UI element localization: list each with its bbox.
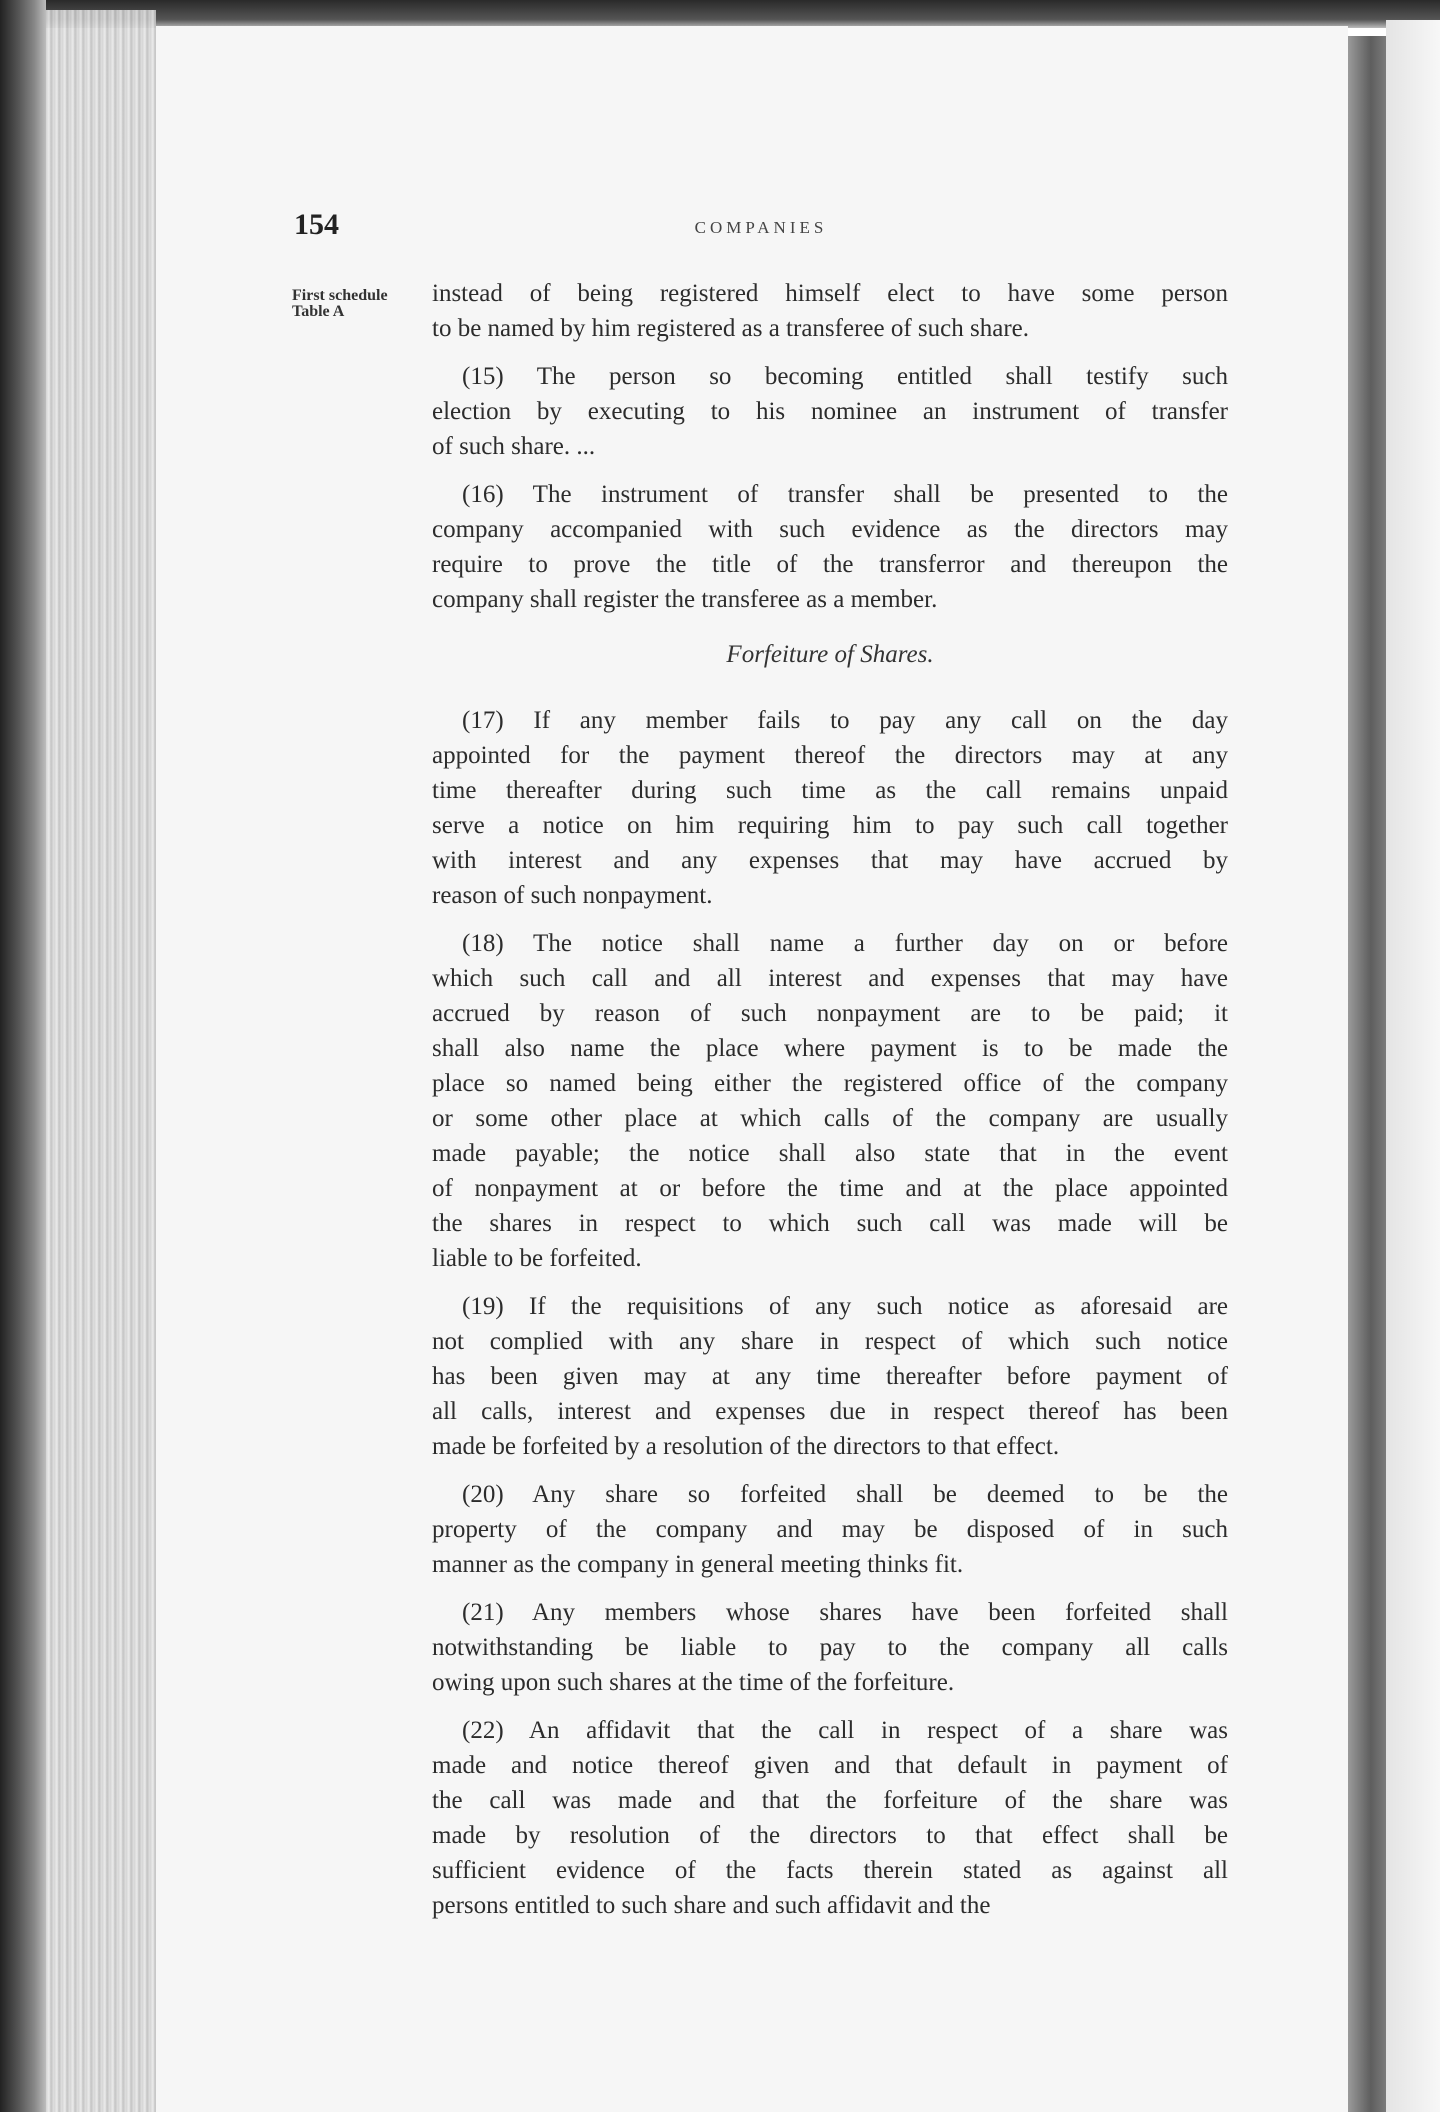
text-line: serve a notice on him requiring him to pay such call together — [432, 812, 1228, 839]
scanner-left-edge — [0, 0, 46, 2112]
text-line: the call was made and that the forfeiture of the share was — [432, 1787, 1228, 1814]
margin-note-line: Table A — [292, 303, 345, 320]
page-number: 154 — [294, 208, 339, 241]
paragraph — [432, 703, 1228, 913]
text-line: which such call and all interest and expenses that may have — [432, 965, 1228, 992]
paragraph — [432, 477, 1228, 617]
text-line: (15) The person so becoming entitled shall testify such — [462, 363, 1228, 390]
text-line: not complied with any share in respect of which such notice — [432, 1328, 1228, 1355]
text-line: manner as the company in general meeting thinks fit. — [432, 1551, 964, 1578]
scanner-top-edge — [0, 0, 1440, 28]
paragraph — [432, 276, 1228, 346]
text-line: company accompanied with such evidence as the directors may — [432, 516, 1228, 543]
text-line: all calls, interest and expenses due in respect thereof has been — [432, 1398, 1228, 1425]
running-head: COMPANIES — [694, 218, 828, 237]
text-line: reason of such nonpayment. — [432, 882, 713, 909]
text-line: require to prove the title of the transferror and thereupon the — [432, 551, 1228, 578]
text-line: to be named by him registered as a transferee of such share. — [432, 315, 1029, 342]
text-line: property of the company and may be disposed of in such — [432, 1516, 1228, 1543]
paragraph — [432, 1595, 1228, 1700]
text-line: accrued by reason of such nonpayment are to be paid; it — [432, 1000, 1228, 1027]
text-line: with interest and any expenses that may have accrued by — [432, 847, 1228, 874]
text-line: has been given may at any time thereafter before payment of — [432, 1363, 1228, 1390]
text-line: (19) If the requisitions of any such notice as aforesaid are — [462, 1293, 1228, 1320]
page-header — [294, 208, 1228, 248]
text-line: (18) The notice shall name a further day on or before — [462, 930, 1228, 957]
text-line: liable to be forfeited. — [432, 1245, 642, 1272]
text-line: or some other place at which calls of the company are usually — [432, 1105, 1228, 1132]
paragraph — [432, 1289, 1228, 1464]
text-line: (20) Any share so forfeited shall be deemed to be the — [462, 1481, 1228, 1508]
text-line: (16) The instrument of transfer shall be presented to the — [462, 481, 1228, 508]
text-line: time thereafter during such time as the call remains unpaid — [432, 777, 1228, 804]
text-line: (21) Any members whose shares have been forfeited shall — [462, 1599, 1228, 1626]
paragraph — [432, 359, 1228, 464]
text-line: of nonpayment at or before the time and at the place appointed — [432, 1175, 1228, 1202]
text-line: made by resolution of the directors to that effect shall be — [432, 1822, 1228, 1849]
text-line: the shares in respect to which such call was made will be — [432, 1210, 1228, 1237]
book-gutter-shadow — [1348, 36, 1386, 2112]
text-line: of such share. ... — [432, 433, 596, 460]
text-line: notwithstanding be liable to pay to the company all calls — [432, 1634, 1228, 1661]
text-line: owing upon such shares at the time of the forfeiture. — [432, 1669, 955, 1696]
text-line: company shall register the transferee as a member. — [432, 586, 938, 613]
text-line: shall also name the place where payment is to be made the — [432, 1035, 1228, 1062]
page-body — [432, 276, 1228, 1936]
book-page-edges — [46, 10, 156, 2112]
margin-note — [292, 288, 432, 320]
text-line: election by executing to his nominee an instrument of transfer — [432, 398, 1228, 425]
section-heading: Forfeiture of Shares. — [726, 641, 934, 668]
text-line: (22) An affidavit that the call in respect of a share was — [462, 1717, 1228, 1744]
paragraph — [432, 926, 1228, 1276]
text-line: persons entitled to such share and such affidavit and the — [432, 1892, 991, 1919]
text-line: instead of being registered himself elect to have some person — [432, 280, 1228, 307]
text-line: made payable; the notice shall also state that in the event — [432, 1140, 1228, 1167]
margin-note-line: First schedule — [292, 287, 388, 304]
paragraph — [432, 1477, 1228, 1582]
text-line: place so named being either the registered office of the company — [432, 1070, 1228, 1097]
text-line: made be forfeited by a resolution of the directors to that effect. — [432, 1433, 1060, 1460]
paragraph — [432, 1713, 1228, 1923]
text-line: sufficient evidence of the facts therein stated as against all — [432, 1857, 1228, 1884]
text-line: (17) If any member fails to pay any call on the day — [462, 707, 1228, 734]
facing-page-edge — [1386, 20, 1440, 2112]
text-line: appointed for the payment thereof the directors may at any — [432, 742, 1228, 769]
text-line: made and notice thereof given and that default in payment of — [432, 1752, 1228, 1779]
